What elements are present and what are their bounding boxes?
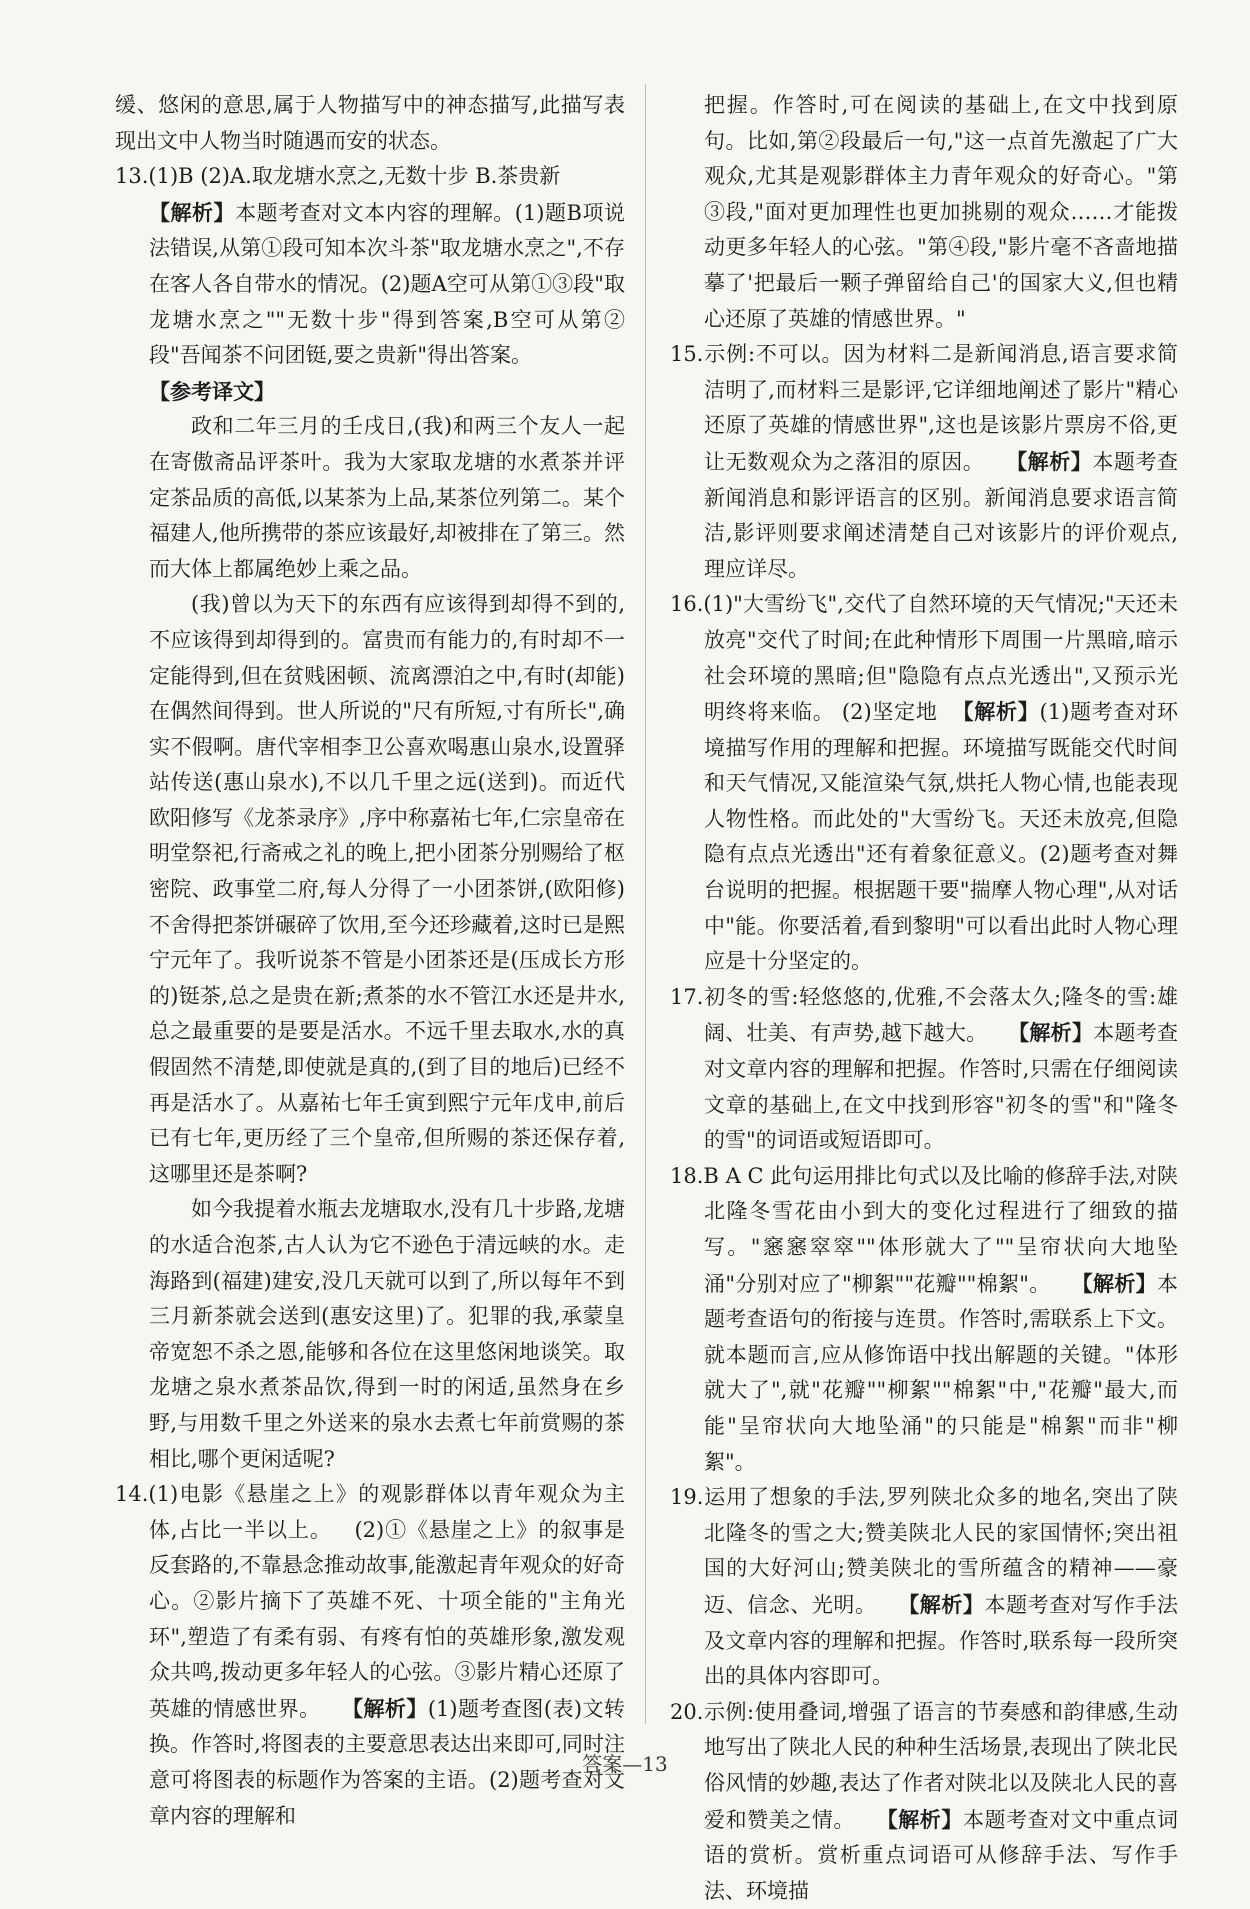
q14-analysis-text: (1)题考查图(表)文转换。作答时,将图表的主要意思表达出来即可,同时注意可将图表的标题作为答案的主语。(2)题考查对文章内容的理解和 [149,1696,626,1828]
q13-analysis-text: 本题考查对文本内容的理解。(1)题B项说法错误,从第①段可知本次斗茶"取龙塘水烹之",不存在客人各自带水的情况。(2)题A空可从第①③段"取龙塘水烹之""无数十步"得到答案,B空可从第②段"吾闻茶不问团铤,要之贵新"得出答案。 [149,200,625,368]
q17-answer [670,980,1178,1159]
q17-answer-text: 17.初冬的雪:轻悠悠的,优雅,不会落太久;隆冬的雪:雄阔、壮美、有声势,越下越大。 [670,984,1178,1046]
q15-answer [670,337,1178,587]
q14-answer [115,1477,625,1834]
translation-paragraph-1: 政和二年三月的壬戌日,(我)和两三个友人一起在寄傲斋品评茶叶。我为大家取龙塘的水煮茶并评定茶品质的高低,以某茶为上品,某茶位列第二。某个福建人,他所携带的茶应该最好,却被排在了第三。然而大体上都属绝妙上乘之品。 [149,414,625,581]
q16-analysis-text: (1)题考查对环境描写作用的理解和把握。环境描写既能交代时间和天气情况,又能渲染气氛,烘托人物心情,也能表现人物性格。而此处的"大雪纷飞。天还未放亮,但隐隐有点点光透出"还有着象征意义。(2)题考查对舞台说明的把握。根据题干要"揣摩人物心理",从对话中"能。你要活着,看到黎明"可以看出此时人物心理应是十分坚定的。 [704,700,1179,974]
q19-analysis-text: 本题考查对写作手法及文章内容的理解和把握。作答时,联系每一段所突出的具体内容即可。 [704,1592,1179,1689]
q16-answer-text: 16.(1)"大雪纷飞",交代了自然环境的天气情况;"天还未放亮"交代了时间;在此种情形下周围一片黑暗,暗示社会环境的黑暗;但"隐隐有点点光透出",又预示光明终将来临。 (2)坚定地 [670,592,1178,725]
q18-answer [670,1159,1178,1480]
q18-analysis-text: 本题考查语句的衔接与连贯。作答时,需联系上下文。就本题而言,应从修饰语中找出解题的关键。"体形就大了",就"花瓣""柳絮""棉絮"中,"花瓣"最大,而能"呈帘状向大地坠涌"的只能是"棉絮"而非"柳絮"。 [704,1271,1178,1474]
page-number: 答案—13 [582,1752,668,1776]
analysis-tag: 【解析】 [1071,1270,1157,1296]
q17-analysis-text: 本题考查对文章内容的理解和把握。作答时,只需在仔细阅读文章的基础上,在文中找到形容"初冬的雪"和"隆冬的雪"的词语或短语即可。 [704,1021,1178,1153]
analysis-tag: 【解析】 [149,199,236,225]
q13-analysis [115,195,625,374]
column-divider [645,84,646,1724]
analysis-tag: 【解析】 [1008,1020,1094,1046]
analysis-tag: 【解析】 [342,1695,428,1721]
q13-answer: 13.(1)B (2)A.取龙塘水烹之,无数十步 B.茶贵新 [115,164,561,189]
reference-translation-heading: 【参考译文】 [149,378,275,404]
q14-answer-part2: (2)①《悬崖之上》的叙事是反套路的,不靠悬念推动故事,能激起青年观众的好奇心。②影片摘下了英雄不死、十项全能的"主角光环",塑造了有柔有弱、有疼有怕的英雄形象,激发观众共鸣,拨动更多年轻人的心弦。③影片精心还原了英雄的情感世界。 [149,1517,626,1721]
right-column [670,88,1178,1909]
q15-answer-text: 15.示例:不可以。因为材料二是新闻消息,语言要求简洁明了,而材料三是影评,它详细地阐述了影片"精心还原了英雄的情感世界",这也是该影片票房不俗,更让无数观众为之落泪的原因。 [670,342,1178,474]
analysis-tag: 【解析】 [952,699,1040,725]
q12-continuation: 缓、悠闲的意思,属于人物描写中的神态描写,此描写表现出文中人物当时随遇而安的状态。 [115,93,625,153]
left-column [115,88,625,1834]
q16-answer [670,587,1178,980]
translation-paragraph-3: 如今我提着水瓶去龙塘取水,没有几十步路,龙塘的水适合泡茶,古人认为它不逊色于清远峡的水。走海路到(福建)建安,没几天就可以到了,所以每年不到三月新茶就会送到(惠安这里)了。犯罪的我,承蒙皇帝宽恕不杀之恩,能够和各位在这里悠闲地谈笑。取龙塘之泉水煮茶品饮,得到一时的闲适,虽然身在乡野,与用数千里之外送来的泉水去煮七年前赏赐的茶相比,哪个更闲适呢? [149,1197,625,1471]
translation-paragraph-2: (我)曾以为天下的东西有应该得到却得不到的,不应该得到却得到的。富贵而有能力的,有时却不一定能得到,但在贫贱困顿、流离漂泊之中,有时(却能)在偶然间得到。世人所说的"尺有所短,寸有所长",确实不假啊。唐代宰相李卫公喜欢喝惠山泉水,设置驿站传送(惠山泉水),不以几千里之远(送到)。而近代欧阳修写《龙茶录序》,序中称嘉祐七年,仁宗皇帝在明堂祭祀,行斋戒之礼的晚上,把小团茶分别赐给了枢密院、政事堂二府,每人分得了一小团茶饼,(欧阳修)不舍得把茶饼碾碎了饮用,至今还珍藏着,这时已是熙宁元年了。我听说茶不管是小团茶还是(压成长方形的)铤茶,总之是贵在新;煮茶的水不管江水还是井水,总之最重要的是要是活水。不远千里去取水,水的真假固然不清楚,即使就是真的,(到了目的地后)已经不再是活水了。从嘉祐七年壬寅到熙宁元年戊申,前后已有七年,更历经了三个皇帝,但所赐的茶还保存着,这哪里还是茶啊? [149,592,625,1186]
q14-analysis-continuation: 把握。作答时,可在阅读的基础上,在文中找到原句。比如,第②段最后一句,"这一点首先激起了广大观众,尤其是观影群体主力青年观众的好奇心。"第③段,"面对更加理性也更加挑剔的观众……才能拨动更多年轻人的心弦。"第④段,"影片毫不吝啬地描摹了'把最后一颗子弹留给自己'的国家大义,但也精心还原了英雄的情感世界。" [704,93,1178,331]
q20-answer-text: 20.示例:使用叠词,增强了语言的节奏感和韵律感,生动地写出了陕北人民的种种生活场景,表现出了陕北民俗风情的妙趣,表达了作者对陕北以及陕北人民的喜爱和赞美之情。 [670,1699,1178,1832]
q20-analysis-text: 本题考查对文中重点词语的赏析。赏析重点词语可从修辞手法、写作手法、环境描 [704,1807,1179,1903]
q19-answer-text: 19.运用了想象的手法,罗列陕北众多的地名,突出了陕北隆冬的雪之大;赞美陕北人民的家国情怀;突出祖国的大好河山;赞美陕北的雪所蕴含的精神——豪迈、信念、光明。 [670,1485,1178,1617]
q15-analysis-text: 本题考查新闻消息和影评语言的区别。新闻消息要求语言简洁,影评则要求阐述清楚自己对该影片的评价观点,理应详尽。 [704,449,1179,581]
analysis-tag: 【解析】 [898,1591,985,1617]
q20-answer [670,1695,1178,1909]
q19-answer [670,1480,1178,1695]
q14-answer-part1: 14.(1)电影《悬崖之上》的观影群体以青年观众为主体,占比一半以上。 [115,1482,625,1542]
analysis-tag: 【解析】 [876,1806,963,1832]
q18-answer-text: 18.B A C 此句运用排比句式以及比喻的修辞手法,对陕北隆冬雪花由小到大的变化过程进行了细致的描写。"窸窸窣窣""体形就大了""呈帘状向大地坠涌"分别对应了"柳絮""花瓣""棉絮"。 [670,1163,1178,1296]
analysis-tag: 【解析】 [1006,448,1093,474]
